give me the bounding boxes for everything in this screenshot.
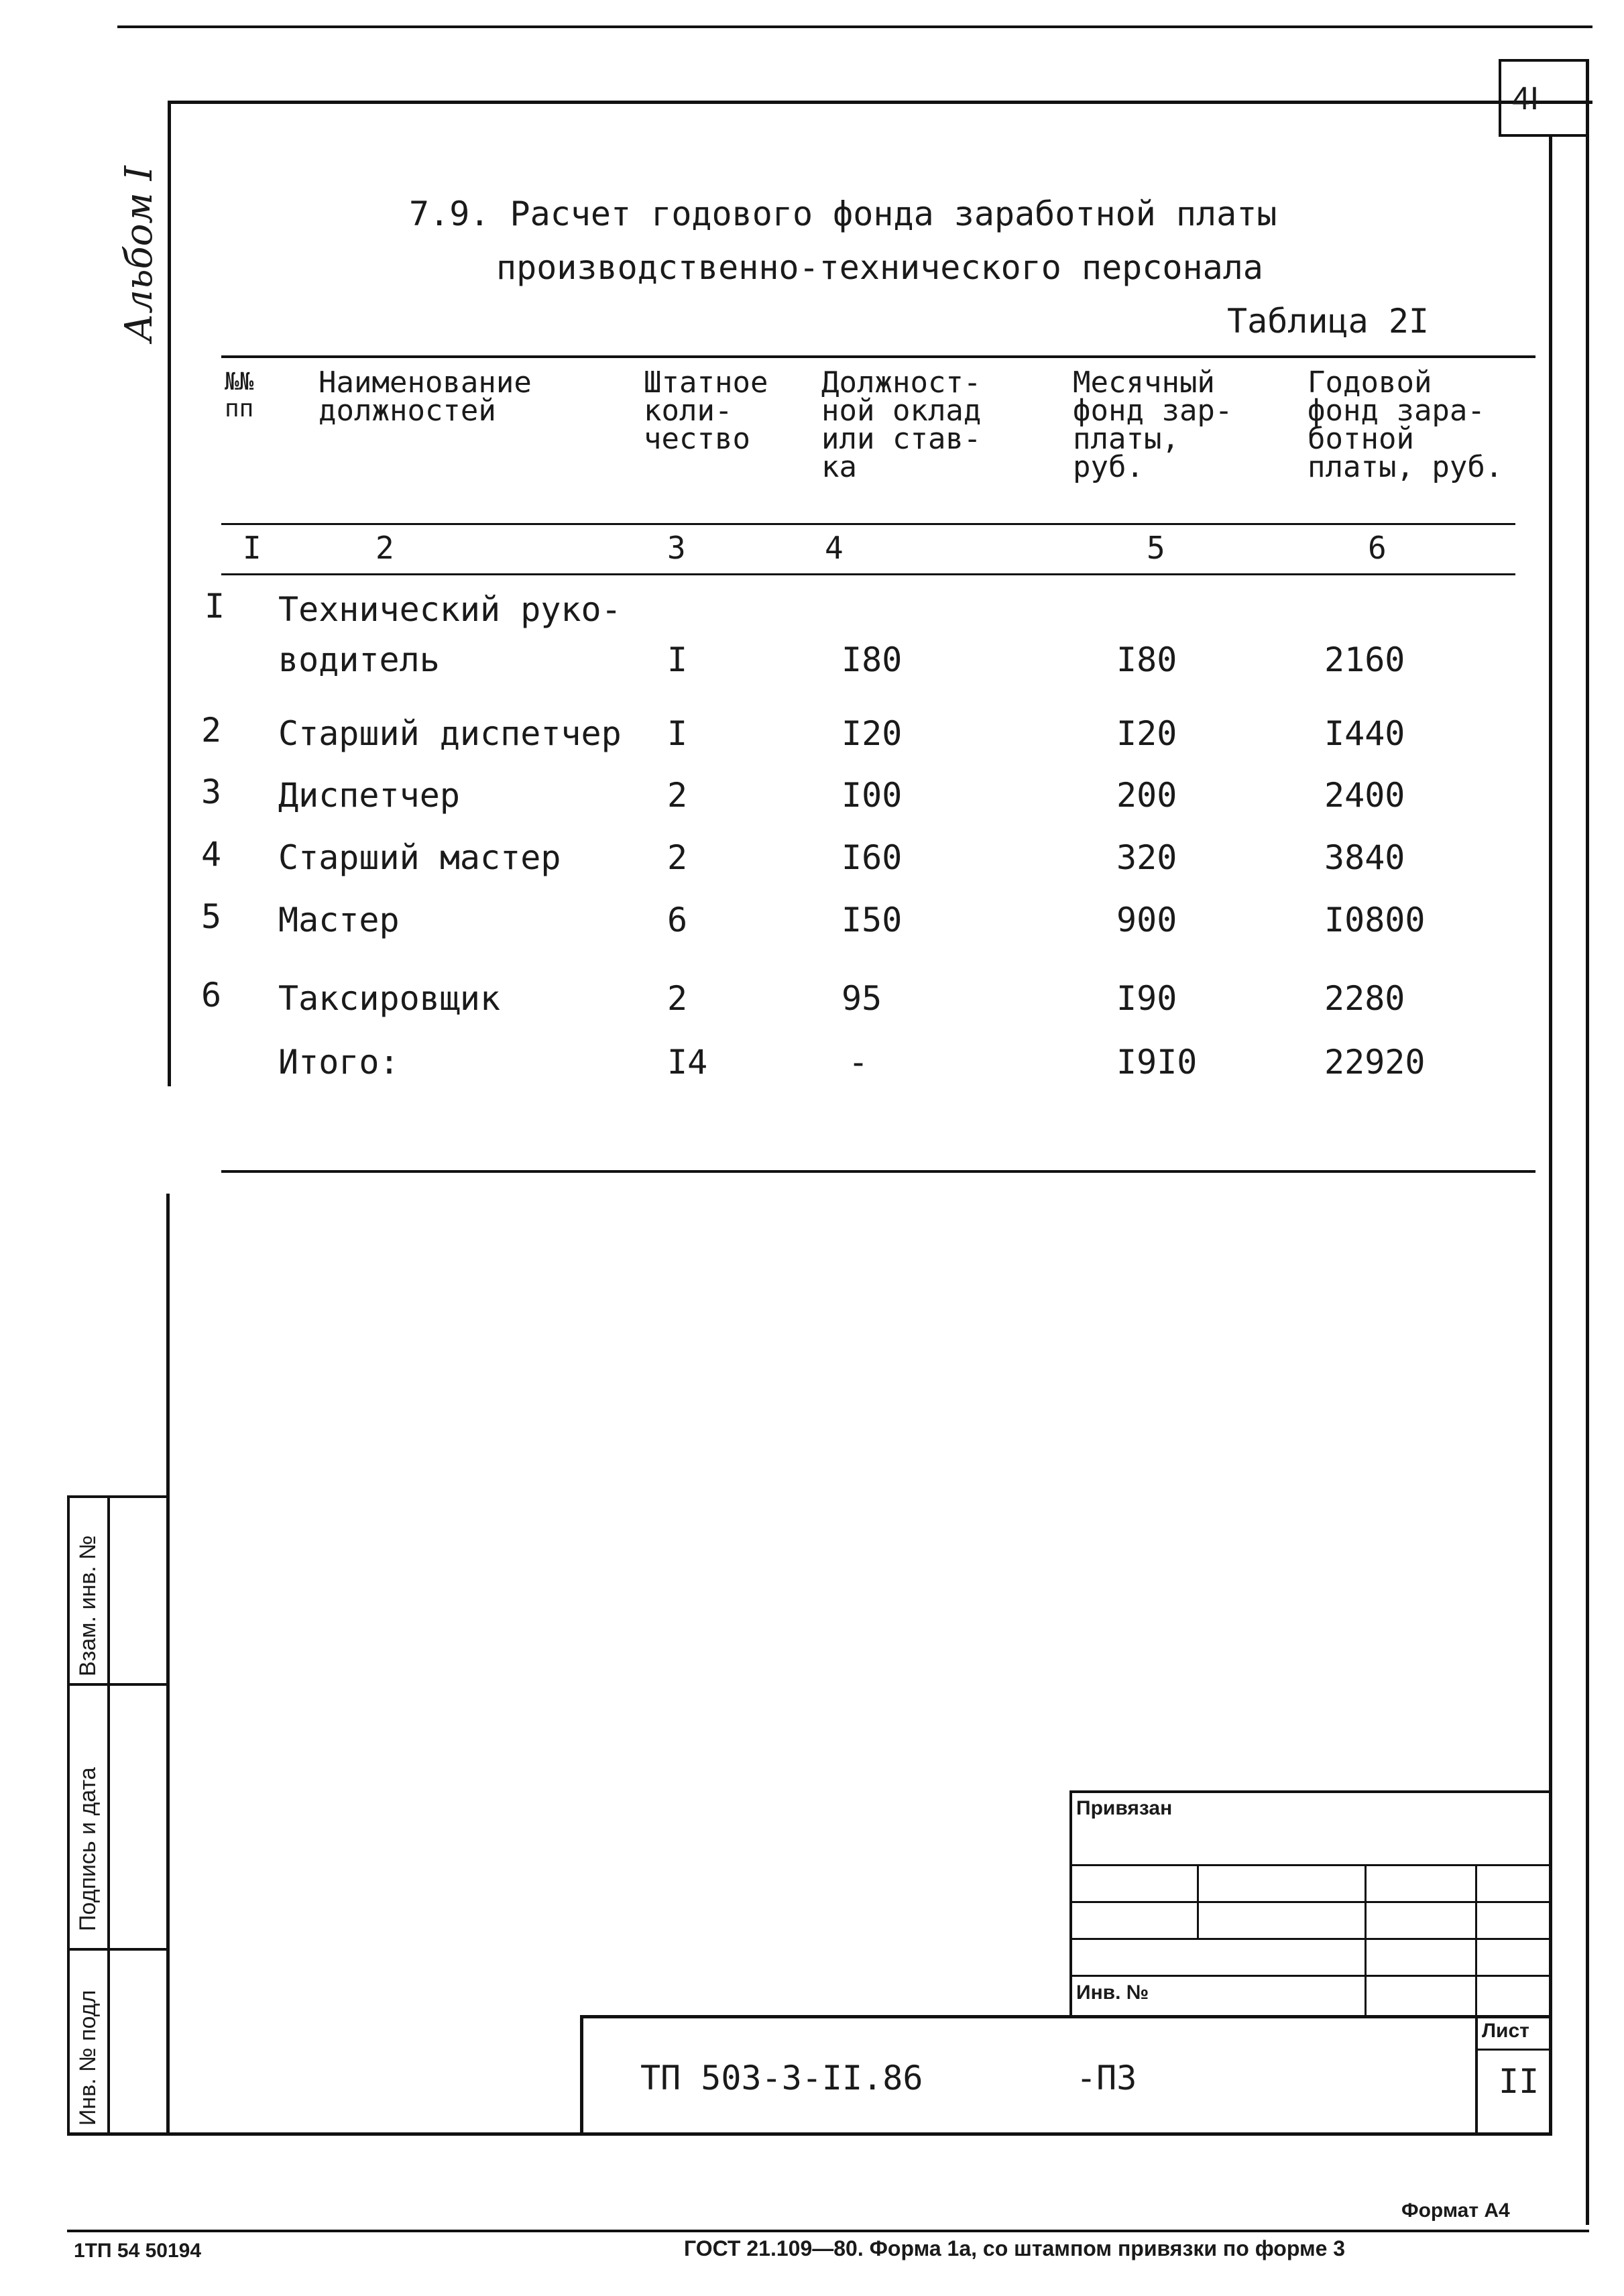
table-bottom-rule <box>221 1170 1535 1173</box>
page-bottom-rule <box>67 2230 1589 2232</box>
row-annual: 2280 <box>1324 979 1405 1018</box>
row-salary: I60 <box>842 838 903 877</box>
stamp-sheet-left <box>1475 2015 1478 2136</box>
stamp-doc-code: ТП 503-3-II.86 <box>640 2059 923 2098</box>
total-annual: 22920 <box>1324 1043 1426 1082</box>
row-monthly: 200 <box>1116 776 1177 815</box>
stamp-vcol-3 <box>1475 1864 1477 2018</box>
row-name: Старший диспетчер <box>278 714 622 753</box>
row-annual: I440 <box>1324 714 1405 753</box>
stamp-sheet-number: II <box>1499 2062 1540 2101</box>
footer-format: Формат А4 <box>1401 2199 1510 2222</box>
pagenum-box-top <box>1499 59 1589 62</box>
side-row-3 <box>67 1948 168 1951</box>
stamp-upper-top <box>1069 1790 1552 1793</box>
table-label: Таблица 2I <box>1227 302 1430 341</box>
row-qty: 2 <box>667 838 688 877</box>
stamp-vcol-1 <box>1197 1864 1199 1938</box>
side-label-podpis: Подпись и дата <box>75 1767 101 1931</box>
colnum-4: 4 <box>825 530 844 566</box>
frame-right <box>1549 134 1552 2136</box>
row-monthly: I80 <box>1116 640 1177 679</box>
col-header-annual: Годовой фонд зара- ботной платы, руб. <box>1308 365 1503 484</box>
frame-left <box>168 101 171 1086</box>
row-qty: 2 <box>667 979 688 1018</box>
stamp-inv-no: Инв. № <box>1076 1982 1149 2004</box>
side-col-left <box>67 1495 70 2136</box>
row-monthly: 900 <box>1116 901 1177 939</box>
row-qty: 2 <box>667 776 688 815</box>
col-header-num: №№ пп <box>225 368 254 422</box>
side-label-vzam: Взам. инв. № <box>75 1535 101 1676</box>
col-header-name: Наименование должностей <box>318 365 532 428</box>
colnum-6: 6 <box>1368 530 1387 566</box>
colnum-2: 2 <box>375 530 394 566</box>
colnum-1: I <box>243 530 262 566</box>
row-name: Диспетчер <box>278 776 460 815</box>
row-number: 5 <box>201 897 222 936</box>
row-monthly: I90 <box>1116 979 1177 1018</box>
col-header-qty: Штатное коли- чество <box>644 365 768 456</box>
row-annual: 2400 <box>1324 776 1405 815</box>
header-bottom-rule <box>221 523 1515 525</box>
row-qty: I <box>667 714 688 753</box>
pagenum-box-bottom <box>1499 134 1589 137</box>
row-number: I <box>205 587 225 626</box>
row-salary: I20 <box>842 714 903 753</box>
row-annual: 3840 <box>1324 838 1405 877</box>
stamp-sheet-label: Лист <box>1482 2020 1529 2042</box>
row-number: 4 <box>201 835 222 874</box>
table-top-rule <box>221 355 1535 358</box>
stamp-row-1 <box>1069 1864 1552 1866</box>
section-subtitle: производственно-технического персонала <box>496 248 1263 287</box>
row-salary: I50 <box>842 901 903 939</box>
row-name-cont: водитель <box>278 640 440 679</box>
top-rule <box>117 25 1592 28</box>
stamp-upper-left <box>1069 1790 1072 2018</box>
row-name: Таксировщик <box>278 979 501 1018</box>
row-name: Мастер <box>278 901 400 939</box>
row-name: Старший мастер <box>278 838 561 877</box>
stamp-doc-suffix: -ПЗ <box>1076 2059 1137 2098</box>
album-label: Альбом I <box>117 166 161 342</box>
side-col-mid <box>107 1495 110 2136</box>
row-salary: 95 <box>842 979 882 1018</box>
row-salary: I80 <box>842 640 903 679</box>
col-header-monthly: Месячный фонд зар- платы, руб. <box>1073 365 1233 484</box>
row-qty: 6 <box>667 901 688 939</box>
stamp-vcol-2 <box>1365 1864 1367 2018</box>
page-number: 4I <box>1512 81 1540 117</box>
frame-top <box>171 101 1592 104</box>
section-title: 7.9. Расчет годового фонда заработной платы <box>409 194 1277 233</box>
side-label-inv-podl: Инв. № подл <box>75 1990 101 2126</box>
row-number: 3 <box>201 772 222 811</box>
stamp-lower-left <box>580 2015 583 2136</box>
colnum-5: 5 <box>1147 530 1165 566</box>
row-monthly: I20 <box>1116 714 1177 753</box>
footer-left-code: 1ТП 54 50194 <box>74 2240 202 2262</box>
row-qty: I <box>667 640 688 679</box>
stamp-row-2 <box>1069 1901 1552 1903</box>
row-annual: I0800 <box>1324 901 1426 939</box>
row-name: Технический руко- <box>278 590 622 629</box>
total-label: Итого: <box>278 1043 400 1082</box>
stamp-privyazan: Привязан <box>1076 1797 1173 1819</box>
frame-bottom <box>67 2132 1552 2136</box>
side-row-2 <box>67 1683 168 1686</box>
stamp-row-4 <box>1069 1975 1552 1977</box>
pagenum-box-left <box>1499 59 1501 136</box>
row-salary: I00 <box>842 776 903 815</box>
row-monthly: 320 <box>1116 838 1177 877</box>
total-qty: I4 <box>667 1043 708 1082</box>
col-header-salary: Должност- ной оклад или став- ка <box>821 365 982 484</box>
row-number: 2 <box>201 711 222 750</box>
row-annual: 2160 <box>1324 640 1405 679</box>
total-monthly: I9I0 <box>1116 1043 1198 1082</box>
row-number: 6 <box>201 976 222 1015</box>
frame-left-lower <box>166 1194 170 2136</box>
total-salary: - <box>848 1043 869 1082</box>
stamp-lower-top <box>580 2015 1552 2018</box>
stamp-sheet-divider <box>1475 2049 1552 2051</box>
side-row-1 <box>67 1495 168 1498</box>
frame-outer-right <box>1586 59 1589 2225</box>
colnum-3: 3 <box>667 530 686 566</box>
footer-gost: ГОСТ 21.109—80. Форма 1а, со штампом привязки по форме 3 <box>684 2236 1346 2260</box>
stamp-row-3 <box>1069 1938 1552 1940</box>
colnum-bottom-rule <box>221 573 1515 575</box>
